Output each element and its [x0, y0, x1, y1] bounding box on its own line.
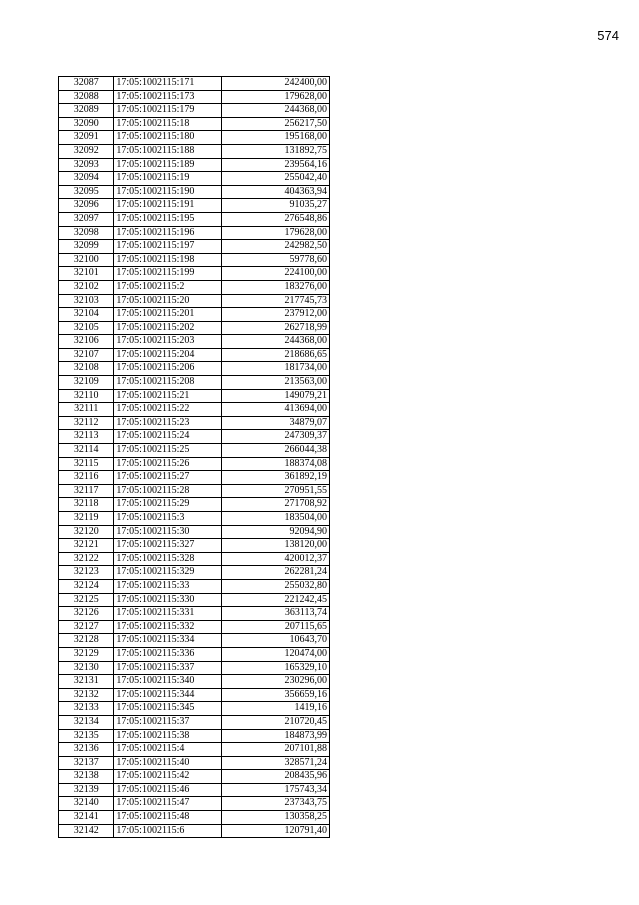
table-row — [59, 90, 330, 104]
table-row — [59, 158, 330, 172]
table-row — [59, 512, 330, 526]
cadastral-number-cell: 17:05:1002115:46 — [114, 783, 222, 797]
value-cell: 188374,08 — [222, 457, 330, 471]
value-cell: 165329,10 — [222, 661, 330, 675]
table-row — [59, 240, 330, 254]
row-number-cell: 32107 — [59, 348, 114, 362]
cadastral-number-cell: 17:05:1002115:191 — [114, 199, 222, 213]
value-cell: 242982,50 — [222, 240, 330, 254]
table-row — [59, 348, 330, 362]
value-cell: 91035,27 — [222, 199, 330, 213]
value-cell: 262718,99 — [222, 321, 330, 335]
value-cell: 120474,00 — [222, 647, 330, 661]
row-number-cell: 32127 — [59, 620, 114, 634]
cadastral-number-cell: 17:05:1002115:190 — [114, 185, 222, 199]
cadastral-number-cell: 17:05:1002115:27 — [114, 471, 222, 485]
table-row — [59, 552, 330, 566]
row-number-cell: 32114 — [59, 444, 114, 458]
row-number-cell: 32092 — [59, 144, 114, 158]
table-row — [59, 484, 330, 498]
value-cell: 131892,75 — [222, 144, 330, 158]
row-number-cell: 32103 — [59, 294, 114, 308]
row-number-cell: 32126 — [59, 607, 114, 621]
row-number-cell: 32122 — [59, 552, 114, 566]
row-number-cell: 32135 — [59, 729, 114, 743]
row-number-cell: 32106 — [59, 335, 114, 349]
value-cell: 237912,00 — [222, 308, 330, 322]
row-number-cell: 32113 — [59, 430, 114, 444]
row-number-cell: 32088 — [59, 90, 114, 104]
row-number-cell: 32109 — [59, 376, 114, 390]
row-number-cell: 32119 — [59, 512, 114, 526]
value-cell: 210720,45 — [222, 715, 330, 729]
table-row — [59, 607, 330, 621]
row-number-cell: 32093 — [59, 158, 114, 172]
table-row — [59, 702, 330, 716]
cadastral-number-cell: 17:05:1002115:171 — [114, 77, 222, 91]
cadastral-number-cell: 17:05:1002115:330 — [114, 593, 222, 607]
value-cell: 207115,65 — [222, 620, 330, 634]
value-cell: 242400,00 — [222, 77, 330, 91]
value-cell: 420012,37 — [222, 552, 330, 566]
value-cell: 276548,86 — [222, 212, 330, 226]
table-row — [59, 321, 330, 335]
cadastral-number-cell: 17:05:1002115:331 — [114, 607, 222, 621]
cadastral-number-cell: 17:05:1002115:188 — [114, 144, 222, 158]
cadastral-number-cell: 17:05:1002115:195 — [114, 212, 222, 226]
value-cell: 237343,75 — [222, 797, 330, 811]
cadastral-number-cell: 17:05:1002115:199 — [114, 267, 222, 281]
value-cell: 217745,73 — [222, 294, 330, 308]
table-row — [59, 566, 330, 580]
value-cell: 413694,00 — [222, 403, 330, 417]
row-number-cell: 32131 — [59, 675, 114, 689]
cadastral-number-cell: 17:05:1002115:6 — [114, 824, 222, 838]
value-cell: 255042,40 — [222, 172, 330, 186]
table-row — [59, 688, 330, 702]
table-body — [59, 77, 330, 838]
cadastral-number-cell: 17:05:1002115:204 — [114, 348, 222, 362]
table-row — [59, 811, 330, 825]
cadastral-number-cell: 17:05:1002115:179 — [114, 104, 222, 118]
table-row — [59, 403, 330, 417]
row-number-cell: 32101 — [59, 267, 114, 281]
cadastral-number-cell: 17:05:1002115:202 — [114, 321, 222, 335]
table-row — [59, 620, 330, 634]
cadastral-number-cell: 17:05:1002115:28 — [114, 484, 222, 498]
cadastral-number-cell: 17:05:1002115:337 — [114, 661, 222, 675]
row-number-cell: 32110 — [59, 389, 114, 403]
row-number-cell: 32129 — [59, 647, 114, 661]
cadastral-number-cell: 17:05:1002115:198 — [114, 253, 222, 267]
table-row — [59, 131, 330, 145]
row-number-cell: 32125 — [59, 593, 114, 607]
value-cell: 270951,55 — [222, 484, 330, 498]
cadastral-number-cell: 17:05:1002115:336 — [114, 647, 222, 661]
value-cell: 262281,24 — [222, 566, 330, 580]
table-row — [59, 457, 330, 471]
table-row — [59, 280, 330, 294]
cadastral-number-cell: 17:05:1002115:2 — [114, 280, 222, 294]
cadastral-number-cell: 17:05:1002115:206 — [114, 362, 222, 376]
cadastral-number-cell: 17:05:1002115:42 — [114, 770, 222, 784]
value-cell: 183504,00 — [222, 512, 330, 526]
table-row — [59, 226, 330, 240]
value-cell: 361892,19 — [222, 471, 330, 485]
row-number-cell: 32139 — [59, 783, 114, 797]
table-row — [59, 77, 330, 91]
table-row — [59, 715, 330, 729]
value-cell: 404363,94 — [222, 185, 330, 199]
row-number-cell: 32124 — [59, 579, 114, 593]
cadastral-number-cell: 17:05:1002115:18 — [114, 117, 222, 131]
row-number-cell: 32116 — [59, 471, 114, 485]
value-cell: 184873,99 — [222, 729, 330, 743]
row-number-cell: 32087 — [59, 77, 114, 91]
table-row — [59, 444, 330, 458]
table-row — [59, 389, 330, 403]
value-cell: 207101,88 — [222, 743, 330, 757]
cadastral-number-cell: 17:05:1002115:344 — [114, 688, 222, 702]
row-number-cell: 32099 — [59, 240, 114, 254]
value-cell: 175743,34 — [222, 783, 330, 797]
row-number-cell: 32121 — [59, 539, 114, 553]
row-number-cell: 32120 — [59, 525, 114, 539]
value-cell: 59778,60 — [222, 253, 330, 267]
value-cell: 328571,24 — [222, 756, 330, 770]
table-row — [59, 743, 330, 757]
cadastral-number-cell: 17:05:1002115:189 — [114, 158, 222, 172]
value-cell: 138120,00 — [222, 539, 330, 553]
row-number-cell: 32090 — [59, 117, 114, 131]
cadastral-number-cell: 17:05:1002115:328 — [114, 552, 222, 566]
table-row — [59, 212, 330, 226]
table-row — [59, 144, 330, 158]
cadastral-number-cell: 17:05:1002115:38 — [114, 729, 222, 743]
table-row — [59, 376, 330, 390]
value-cell: 181734,00 — [222, 362, 330, 376]
value-cell: 183276,00 — [222, 280, 330, 294]
value-cell: 208435,96 — [222, 770, 330, 784]
value-cell: 179628,00 — [222, 226, 330, 240]
table-row — [59, 471, 330, 485]
cadastral-number-cell: 17:05:1002115:197 — [114, 240, 222, 254]
table-row — [59, 253, 330, 267]
value-cell: 149079,21 — [222, 389, 330, 403]
row-number-cell: 32096 — [59, 199, 114, 213]
value-cell: 34879,07 — [222, 416, 330, 430]
row-number-cell: 32112 — [59, 416, 114, 430]
cadastral-number-cell: 17:05:1002115:23 — [114, 416, 222, 430]
cadastral-number-cell: 17:05:1002115:40 — [114, 756, 222, 770]
cadastral-number-cell: 17:05:1002115:29 — [114, 498, 222, 512]
row-number-cell: 32098 — [59, 226, 114, 240]
row-number-cell: 32118 — [59, 498, 114, 512]
value-cell: 213563,00 — [222, 376, 330, 390]
value-cell: 255032,80 — [222, 579, 330, 593]
cadastral-number-cell: 17:05:1002115:208 — [114, 376, 222, 390]
table-row — [59, 104, 330, 118]
row-number-cell: 32134 — [59, 715, 114, 729]
value-cell: 130358,25 — [222, 811, 330, 825]
row-number-cell: 32130 — [59, 661, 114, 675]
table-row — [59, 579, 330, 593]
cadastral-number-cell: 17:05:1002115:20 — [114, 294, 222, 308]
table-row — [59, 634, 330, 648]
row-number-cell: 32091 — [59, 131, 114, 145]
table-row — [59, 797, 330, 811]
row-number-cell: 32133 — [59, 702, 114, 716]
table-row — [59, 525, 330, 539]
value-cell: 218686,65 — [222, 348, 330, 362]
cadastral-number-cell: 17:05:1002115:327 — [114, 539, 222, 553]
row-number-cell: 32132 — [59, 688, 114, 702]
value-cell: 179628,00 — [222, 90, 330, 104]
row-number-cell: 32123 — [59, 566, 114, 580]
row-number-cell: 32094 — [59, 172, 114, 186]
cadastral-number-cell: 17:05:1002115:21 — [114, 389, 222, 403]
row-number-cell: 32100 — [59, 253, 114, 267]
cadastral-number-cell: 17:05:1002115:329 — [114, 566, 222, 580]
table-row — [59, 593, 330, 607]
value-cell: 363113,74 — [222, 607, 330, 621]
table-row — [59, 416, 330, 430]
cadastral-number-cell: 17:05:1002115:332 — [114, 620, 222, 634]
cadastral-number-cell: 17:05:1002115:37 — [114, 715, 222, 729]
cadastral-number-cell: 17:05:1002115:203 — [114, 335, 222, 349]
value-cell: 247309,37 — [222, 430, 330, 444]
value-cell: 230296,00 — [222, 675, 330, 689]
row-number-cell: 32111 — [59, 403, 114, 417]
table-row — [59, 308, 330, 322]
row-number-cell: 32115 — [59, 457, 114, 471]
row-number-cell: 32117 — [59, 484, 114, 498]
row-number-cell: 32140 — [59, 797, 114, 811]
cadastral-number-cell: 17:05:1002115:334 — [114, 634, 222, 648]
cadastral-value-table — [58, 76, 330, 838]
cadastral-number-cell: 17:05:1002115:19 — [114, 172, 222, 186]
value-cell: 92094,90 — [222, 525, 330, 539]
value-cell: 221242,45 — [222, 593, 330, 607]
row-number-cell: 32104 — [59, 308, 114, 322]
cadastral-number-cell: 17:05:1002115:26 — [114, 457, 222, 471]
cadastral-number-cell: 17:05:1002115:30 — [114, 525, 222, 539]
row-number-cell: 32141 — [59, 811, 114, 825]
value-cell: 195168,00 — [222, 131, 330, 145]
cadastral-number-cell: 17:05:1002115:3 — [114, 512, 222, 526]
table-row — [59, 117, 330, 131]
value-cell: 10643,70 — [222, 634, 330, 648]
table-row — [59, 824, 330, 838]
table-row — [59, 294, 330, 308]
table-row — [59, 675, 330, 689]
row-number-cell: 32136 — [59, 743, 114, 757]
row-number-cell: 32137 — [59, 756, 114, 770]
table-row — [59, 661, 330, 675]
row-number-cell: 32142 — [59, 824, 114, 838]
value-cell: 239564,16 — [222, 158, 330, 172]
cadastral-number-cell: 17:05:1002115:173 — [114, 90, 222, 104]
table-row — [59, 647, 330, 661]
cadastral-number-cell: 17:05:1002115:24 — [114, 430, 222, 444]
cadastral-number-cell: 17:05:1002115:33 — [114, 579, 222, 593]
row-number-cell: 32128 — [59, 634, 114, 648]
value-cell: 244368,00 — [222, 335, 330, 349]
cadastral-number-cell: 17:05:1002115:180 — [114, 131, 222, 145]
cadastral-number-cell: 17:05:1002115:25 — [114, 444, 222, 458]
row-number-cell: 32105 — [59, 321, 114, 335]
value-cell: 224100,00 — [222, 267, 330, 281]
table-row — [59, 539, 330, 553]
value-cell: 1419,16 — [222, 702, 330, 716]
cadastral-number-cell: 17:05:1002115:47 — [114, 797, 222, 811]
row-number-cell: 32102 — [59, 280, 114, 294]
cadastral-number-cell: 17:05:1002115:345 — [114, 702, 222, 716]
table-row — [59, 430, 330, 444]
table-row — [59, 770, 330, 784]
cadastral-number-cell: 17:05:1002115:196 — [114, 226, 222, 240]
value-cell: 256217,50 — [222, 117, 330, 131]
cadastral-number-cell: 17:05:1002115:4 — [114, 743, 222, 757]
cadastral-number-cell: 17:05:1002115:22 — [114, 403, 222, 417]
cadastral-number-cell: 17:05:1002115:201 — [114, 308, 222, 322]
page-number: 574 — [597, 28, 619, 43]
table-row — [59, 185, 330, 199]
cadastral-number-cell: 17:05:1002115:48 — [114, 811, 222, 825]
table-row — [59, 756, 330, 770]
table-row — [59, 729, 330, 743]
table-row — [59, 335, 330, 349]
value-cell: 271708,92 — [222, 498, 330, 512]
table-row — [59, 362, 330, 376]
row-number-cell: 32095 — [59, 185, 114, 199]
table-row — [59, 498, 330, 512]
table-row — [59, 199, 330, 213]
row-number-cell: 32089 — [59, 104, 114, 118]
cadastral-number-cell: 17:05:1002115:340 — [114, 675, 222, 689]
row-number-cell: 32108 — [59, 362, 114, 376]
row-number-cell: 32138 — [59, 770, 114, 784]
value-cell: 120791,40 — [222, 824, 330, 838]
value-cell: 356659,16 — [222, 688, 330, 702]
value-cell: 244368,00 — [222, 104, 330, 118]
table-row — [59, 172, 330, 186]
table-row — [59, 783, 330, 797]
value-cell: 266044,38 — [222, 444, 330, 458]
table-row — [59, 267, 330, 281]
row-number-cell: 32097 — [59, 212, 114, 226]
